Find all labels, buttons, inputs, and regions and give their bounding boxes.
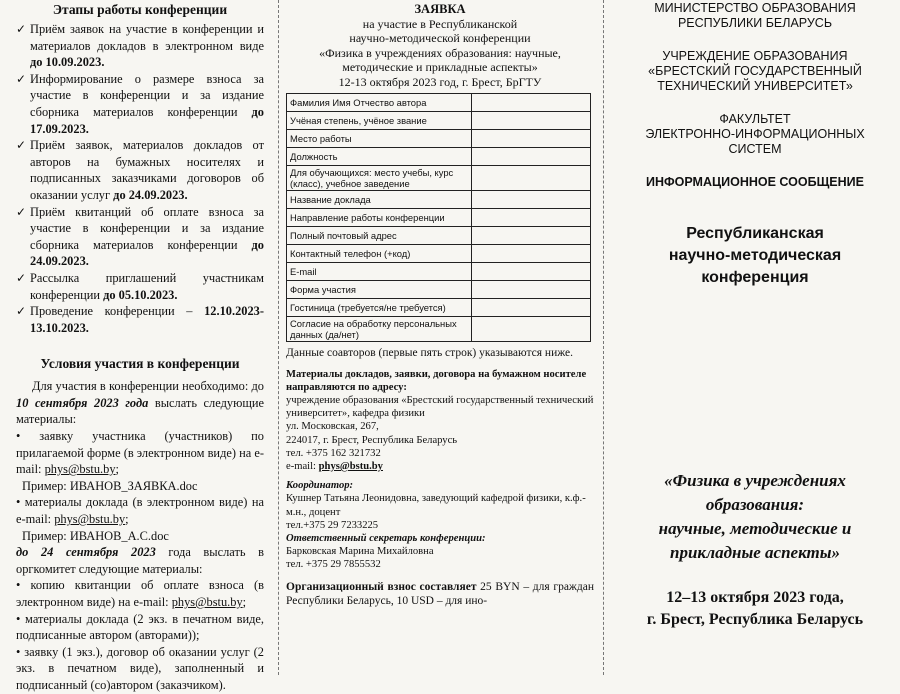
email-link[interactable]: phys@bstu.by bbox=[54, 512, 126, 527]
stage-text: Информирование о размере взноса за участие в конференции и за издание сборника материалов конференции bbox=[30, 71, 264, 119]
field-value-cell[interactable] bbox=[472, 111, 591, 129]
conference-name-line: прикладные аспекты» bbox=[669, 543, 840, 562]
fee-text: 25 BYN – для граждан Республики Беларусь, 10 USD – для ино- bbox=[286, 580, 594, 607]
table-row bbox=[287, 262, 591, 280]
form-title: ЗАЯВКА bbox=[414, 2, 466, 16]
faculty-line: СИСТЕМ bbox=[728, 142, 782, 156]
field-label: Направление работы конференции bbox=[287, 208, 472, 226]
field-value-cell[interactable] bbox=[472, 93, 591, 111]
punct: ; bbox=[125, 512, 129, 527]
stage-item bbox=[16, 21, 264, 71]
conference-type-line: Республиканская bbox=[686, 225, 824, 242]
field-value-cell[interactable] bbox=[472, 298, 591, 316]
conference-place-line: г. Брест, Республика Беларусь bbox=[646, 611, 864, 628]
check-icon: ✓ bbox=[16, 304, 27, 319]
stages-list bbox=[16, 21, 264, 336]
email-label: e-mail: bbox=[286, 460, 319, 472]
condition-text: • материалы доклада (в электронном виде) на e-mail: bbox=[16, 495, 264, 527]
stage-text: Приём заявок на участие в конференции и материалов докладов в электронном виде bbox=[30, 22, 264, 53]
secretary-name: Барковская Марина Михайловна bbox=[286, 546, 434, 558]
example-line: Пример: ИВАНОВ_ЗАЯВКА.doc bbox=[22, 478, 198, 493]
field-value-cell[interactable] bbox=[472, 316, 591, 341]
conference-type bbox=[616, 223, 894, 289]
phone-line: тел. +375 162 321732 bbox=[286, 447, 381, 459]
title-panel bbox=[608, 0, 900, 675]
info-message-title: ИНФОРМАЦИОННОЕ СООБЩЕНИЕ bbox=[645, 175, 864, 189]
example-line: Пример: ИВАНОВ_А.С.doc bbox=[22, 528, 169, 543]
address-line: 224017, г. Брест, Республика Беларусь bbox=[286, 434, 458, 446]
stage-date: до 24.09.2023. bbox=[30, 237, 264, 269]
conference-name-line: «Физика в учреждениях bbox=[664, 471, 846, 490]
secretary-label: Ответственный секретарь конференции: bbox=[286, 533, 486, 544]
field-label: Контактный телефон (+код) bbox=[287, 244, 472, 262]
field-label: E-mail bbox=[287, 262, 472, 280]
coordinator-phone: тел.+375 29 7233225 bbox=[286, 519, 379, 531]
email-line bbox=[286, 460, 594, 473]
coordinator-label: Координатор: bbox=[286, 480, 354, 492]
table-row bbox=[287, 280, 591, 298]
faculty bbox=[616, 112, 894, 157]
fold-line-right bbox=[603, 0, 604, 675]
faculty-line: ЭЛЕКТРОННО-ИНФОРМАЦИОННЫХ bbox=[645, 127, 865, 141]
conditions-title: Условия участия в конференции bbox=[40, 356, 240, 372]
fee-line bbox=[286, 580, 594, 608]
stage-text: Проведение конференции – bbox=[30, 304, 205, 319]
field-label: Полный почтовый адрес bbox=[287, 226, 472, 244]
stage-date: до 17.09.2023. bbox=[30, 104, 264, 136]
intro-text: Для участия в конференции необходимо: до bbox=[32, 379, 264, 394]
field-label: Название доклада bbox=[287, 190, 472, 208]
table-row bbox=[287, 190, 591, 208]
deadline-date: до 24 сентября 2023 bbox=[16, 545, 156, 560]
field-label: Форма участия bbox=[287, 280, 472, 298]
condition-text: года выслать в оргкомитет следующие материалы: bbox=[16, 545, 264, 576]
institution-line: ТЕХНИЧЕСКИЙ УНИВЕРСИТЕТ» bbox=[657, 79, 853, 93]
condition-item: • заявку (1 экз.), договор об оказании услуг (2 экз. в печатном виде), заполненный и подписанный (со)автором (заказчиком). bbox=[16, 644, 264, 692]
stage-date: до 24.09.2023. bbox=[113, 187, 188, 202]
table-row bbox=[287, 244, 591, 262]
table-row bbox=[287, 226, 591, 244]
table-row bbox=[287, 298, 591, 316]
conference-type-line: конференция bbox=[701, 269, 809, 286]
form-subtitle: «Физика в учреждениях образования: научные, методические и прикладные аспекты» bbox=[319, 45, 561, 75]
field-value-cell[interactable] bbox=[472, 165, 591, 190]
field-value-cell[interactable] bbox=[472, 208, 591, 226]
check-icon: ✓ bbox=[16, 71, 27, 86]
ministry-line: МИНИСТЕРСТВО ОБРАЗОВАНИЯ bbox=[654, 1, 856, 15]
application-form-panel bbox=[280, 0, 596, 675]
conference-name-line: образования: bbox=[705, 495, 805, 514]
conference-type-line: научно-методическая bbox=[668, 247, 842, 264]
secretary-phone: тел. +375 29 7855532 bbox=[286, 559, 381, 571]
stage-date: 12.10.2023-13.10.2023. bbox=[30, 304, 264, 335]
stage-text: Рассылка приглашений участникам конференции bbox=[30, 270, 264, 302]
faculty-line: ФАКУЛЬТЕТ bbox=[719, 112, 791, 126]
coauthors-note: Данные соавторов (первые пять строк) указываются ниже. bbox=[286, 346, 573, 359]
stage-item bbox=[16, 137, 264, 203]
field-value-cell[interactable] bbox=[472, 190, 591, 208]
field-value-cell[interactable] bbox=[472, 226, 591, 244]
application-form-table bbox=[286, 93, 591, 342]
form-header bbox=[286, 2, 594, 90]
condition-item: • материалы доклада (2 экз. в печатном виде, подписанные автором (авторами)); bbox=[16, 611, 264, 643]
materials-title: Материалы докладов, заявки, договора на бумажном носителе направляются по адресу: bbox=[286, 368, 587, 393]
field-label: Согласие на обработку персональных данных (да/нет) bbox=[287, 316, 472, 341]
field-label: Должность bbox=[287, 147, 472, 165]
field-value-cell[interactable] bbox=[472, 262, 591, 280]
conditions-intro bbox=[16, 378, 264, 428]
table-row bbox=[287, 129, 591, 147]
table-row bbox=[287, 93, 591, 111]
ministry bbox=[616, 1, 894, 31]
address-line: учреждение образования «Брестский государственный технический университет», кафедра физики bbox=[286, 394, 594, 420]
fold-line-left bbox=[278, 0, 279, 675]
field-label: Гостиница (требуется/не требуется) bbox=[287, 298, 472, 316]
conference-date bbox=[616, 587, 894, 631]
field-label: Место работы bbox=[287, 129, 472, 147]
form-subtitle: научно-методической конференции bbox=[349, 31, 531, 46]
stage-date: до 10.09.2023. bbox=[30, 55, 105, 70]
stage-item bbox=[16, 270, 264, 303]
table-row bbox=[287, 208, 591, 226]
field-label: Учёная степень, учёное звание bbox=[287, 111, 472, 129]
stage-item bbox=[16, 303, 264, 336]
table-row bbox=[287, 165, 591, 190]
check-icon: ✓ bbox=[16, 204, 27, 219]
condition-item bbox=[16, 428, 264, 478]
email-link[interactable]: phys@bstu.by bbox=[318, 460, 383, 472]
email-link[interactable]: phys@bstu.by bbox=[44, 462, 116, 477]
check-icon: ✓ bbox=[16, 22, 27, 36]
conference-name-line: научные, методические и bbox=[658, 519, 852, 538]
stages-title: Этапы работы конференции bbox=[52, 2, 228, 17]
table-row bbox=[287, 147, 591, 165]
stage-text: Приём квитанций об оплате взноса за участие в конференции и за издание сборника материалов конференции bbox=[30, 204, 264, 252]
address-line: ул. Московская, 267, bbox=[286, 421, 379, 433]
stage-text: Приём заявок, материалов докладов от авторов на бумажных носителях и подписанных заказчиками договоров об оказании услуг bbox=[30, 138, 264, 202]
condition-text: • заявку участника (участников) по прилагаемой форме (в электронном виде) на e-mail: bbox=[16, 429, 264, 477]
field-value-cell[interactable] bbox=[472, 280, 591, 298]
field-value-cell[interactable] bbox=[472, 244, 591, 262]
form-date: 12-13 октября 2023 год, г. Брест, БрГТУ bbox=[338, 74, 542, 89]
punct: ; bbox=[242, 595, 247, 609]
fee-label: Организационный взнос составляет bbox=[286, 580, 477, 593]
field-label: Фамилия Имя Отчество автора bbox=[287, 93, 472, 111]
field-value-cell[interactable] bbox=[472, 147, 591, 165]
stage-date: до 05.10.2023. bbox=[103, 287, 178, 302]
condition-item bbox=[16, 494, 264, 527]
conference-name bbox=[616, 469, 894, 565]
conference-date-line: 12–13 октября 2023 года, bbox=[666, 589, 844, 606]
table-row bbox=[287, 316, 591, 341]
field-label: Для обучающихся: место учебы, курс (класс), учебное заведение bbox=[287, 165, 472, 190]
form-subtitle: на участие в Республиканской bbox=[362, 16, 518, 31]
institution-line: «БРЕСТСКИЙ ГОСУДАРСТВЕННЫЙ bbox=[648, 64, 862, 78]
email-link[interactable]: phys@bstu.by bbox=[171, 595, 243, 609]
stages-conditions-panel bbox=[0, 0, 276, 692]
stage-item bbox=[16, 71, 264, 137]
condition-item bbox=[16, 577, 264, 610]
check-icon: ✓ bbox=[16, 138, 27, 153]
check-icon: ✓ bbox=[16, 270, 27, 285]
institution bbox=[616, 49, 894, 94]
conditions-second bbox=[16, 544, 264, 577]
field-value-cell[interactable] bbox=[472, 129, 591, 147]
deadline-date: 10 сентября 2023 года bbox=[16, 395, 149, 410]
coordinator-name: Кушнер Татьяна Леонидовна, заведующий кафедрой физики, к.ф.-м.н., доцент bbox=[286, 493, 586, 518]
ministry-line: РЕСПУБЛИКИ БЕЛАРУСЬ bbox=[677, 16, 833, 30]
table-row bbox=[287, 111, 591, 129]
condition-text: • копию квитанции об оплате взноса (в электронном виде) на e-mail: bbox=[16, 578, 264, 609]
punct: ; bbox=[115, 462, 119, 477]
stage-item bbox=[16, 204, 264, 270]
intro-text-end: выслать следующие материалы: bbox=[16, 395, 264, 427]
institution-line: УЧРЕЖДЕНИЕ ОБРАЗОВАНИЯ bbox=[662, 49, 848, 63]
